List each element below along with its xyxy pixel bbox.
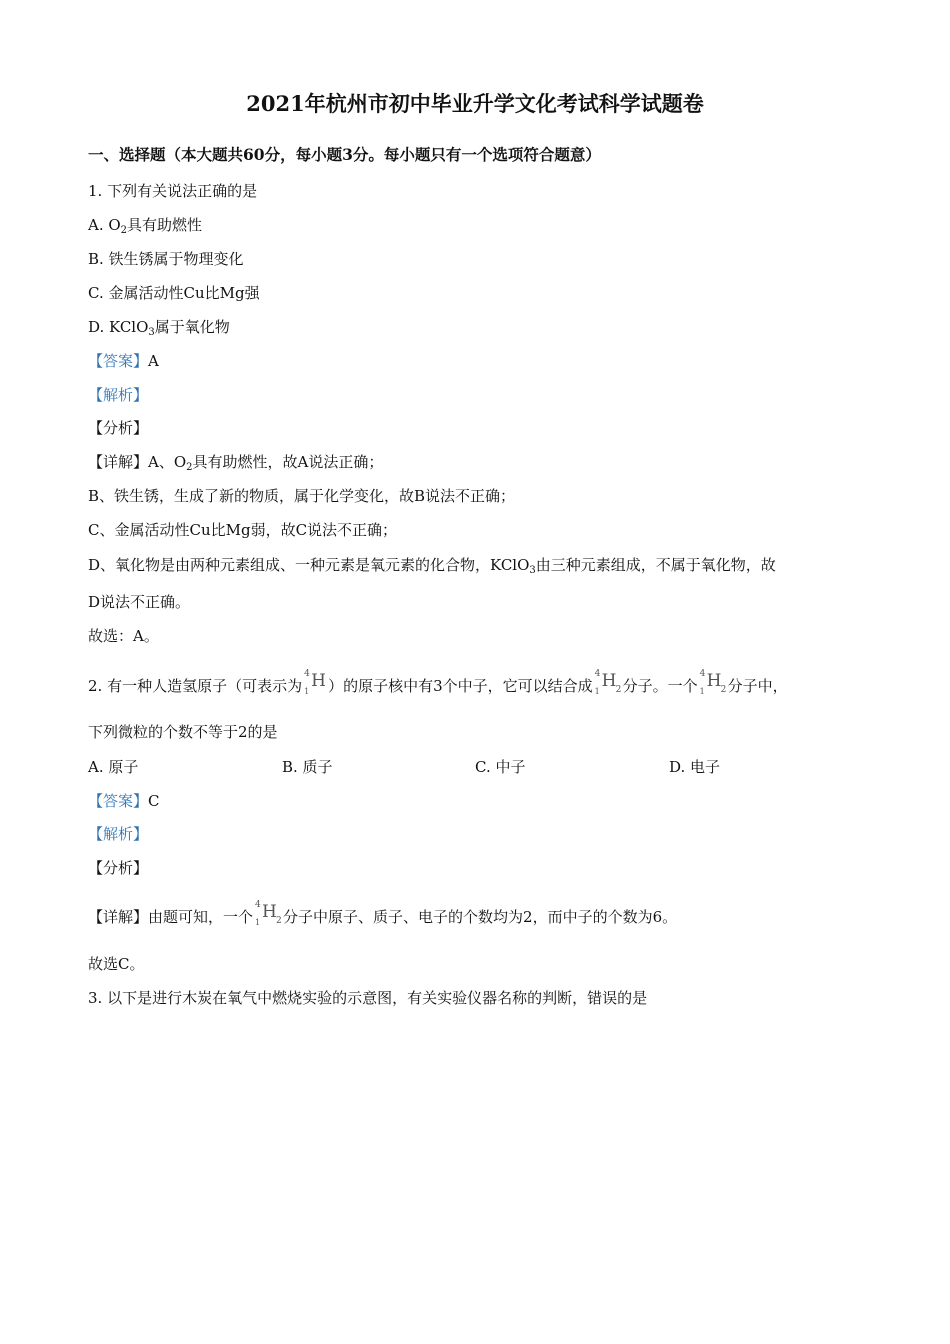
q2-stem-line1 [88, 669, 890, 696]
q2-option-a: A. 原子 [88, 758, 139, 776]
nuclide-mass-number: 4 [304, 669, 310, 679]
q1-option-d-text: 属于氧化物 [154, 318, 230, 336]
nuclide-atomic-number: 1 [594, 687, 600, 696]
nuclide-atomic-number: 1 [699, 687, 705, 696]
q1-option-d-prefix: D. KClO [88, 318, 149, 336]
q1-fenxi-tag: 【分析】 [88, 419, 149, 437]
nuclide-atom-count: 2 [615, 685, 622, 695]
q2-detail-tag: 【详解】 [88, 908, 149, 926]
nuclide-atom-count: 2 [276, 916, 282, 926]
nuclide-atomic-number: 1 [304, 687, 310, 696]
hydrogen-4-molecule [253, 900, 283, 927]
q1-detail-a-subscript: 2 [186, 462, 193, 473]
q1-stem: 1. 下列有关说法正确的是 [88, 182, 258, 200]
q1-option-a-prefix: A. O [88, 216, 121, 234]
q2-option-d: D. 电子 [669, 758, 721, 776]
q1-detail-b: B、铁生锈，生成了新的物质，属于化学变化，故B说法不正确； [88, 487, 516, 505]
q2-fenxi-tag: 【分析】 [88, 859, 149, 877]
q2-answer [88, 791, 890, 811]
q1-option-d [88, 317, 890, 343]
q2-detail-text: 分子中原子、质子、电子的个数均为2，而中子的个数为6。 [283, 908, 678, 926]
nuclide-mass-number: 4 [594, 669, 601, 679]
q1-analysis-tag: 【解析】 [88, 386, 149, 404]
q1-detail-a-text: 具有助燃性，故A说法正确； [192, 453, 384, 471]
q1-answer-value: A [148, 352, 159, 370]
q1-option-a-text: 具有助燃性 [127, 216, 203, 234]
q2-detail-prefix: 由题可知，一个 [148, 908, 254, 926]
nuclide-symbol: H [311, 671, 326, 691]
hydrogen-4-nuclide [302, 669, 328, 696]
q2-conclusion: 故选C。 [88, 955, 145, 973]
q2-option-b: B. 质子 [282, 758, 333, 776]
hydrogen-4-molecule [698, 669, 728, 696]
q2-stem-part3: 分子。一个 [622, 677, 698, 695]
q1-option-a-subscript: 2 [120, 225, 128, 236]
q2-stem-part4: 分子中， [727, 677, 788, 695]
q2-answer-value: C [148, 792, 160, 810]
q2-answer-tag: 【答案】 [88, 792, 149, 810]
hydrogen-4-molecule [593, 669, 623, 696]
q1-detail-d-text: 由三种元素组成，不属于氧化物，故 [535, 556, 776, 574]
q3-stem: 3. 以下是进行木炭在氧气中燃烧实验的示意图，有关实验仪器名称的判断，错误的是 [88, 989, 648, 1007]
nuclide-atom-count: 2 [720, 685, 727, 695]
q1-option-a [88, 215, 890, 241]
q1-option-d-subscript: 3 [148, 327, 155, 338]
q2-stem-part2: ）的原子核中有3个中子，它可以结合成 [328, 677, 593, 695]
section-heading: 一、选择题（本大题共60分，每小题3分。每小题只有一个选项符合题意） [88, 145, 601, 164]
q1-detail-c: C、金属活动性Cu比Mg弱，故C说法不正确； [88, 521, 398, 539]
q1-detail-a [88, 452, 890, 478]
q2-stem-part1: 2. 有一种人造氢原子（可表示为 [88, 677, 303, 695]
q1-detail-tag: 【详解】 [88, 453, 149, 471]
q1-conclusion: 故选：A。 [88, 627, 159, 645]
q2-stem-line2: 下列微粒的个数不等于2的是 [88, 723, 278, 741]
nuclide-mass-number: 4 [255, 900, 261, 910]
q2-option-c: C. 中子 [475, 758, 526, 776]
q1-detail-a-prefix: A、O [148, 453, 187, 471]
q1-detail-d-prefix: D、氧化物是由两种元素组成、一种元素是氧元素的化合物，KClO [88, 556, 530, 574]
nuclide-symbol: H [706, 671, 722, 691]
nuclide-atomic-number: 1 [255, 918, 261, 927]
q1-detail-d-continued: D说法不正确。 [88, 593, 191, 611]
q1-answer [88, 351, 890, 371]
q1-detail-d-subscript: 3 [529, 565, 536, 576]
q1-option-c: C. 金属活动性Cu比Mg强 [88, 284, 260, 302]
q2-detail [88, 900, 890, 927]
q2-analysis-tag: 【解析】 [88, 825, 149, 843]
nuclide-mass-number: 4 [699, 669, 706, 679]
q1-option-b: B. 铁生锈属于物理变化 [88, 250, 244, 268]
nuclide-symbol: H [262, 902, 277, 922]
q1-answer-tag: 【答案】 [88, 352, 149, 370]
q1-detail-d [88, 555, 890, 581]
nuclide-symbol: H [601, 671, 617, 691]
page-title: 2021年杭州市初中毕业升学文化考试科学试题卷 [246, 91, 704, 116]
